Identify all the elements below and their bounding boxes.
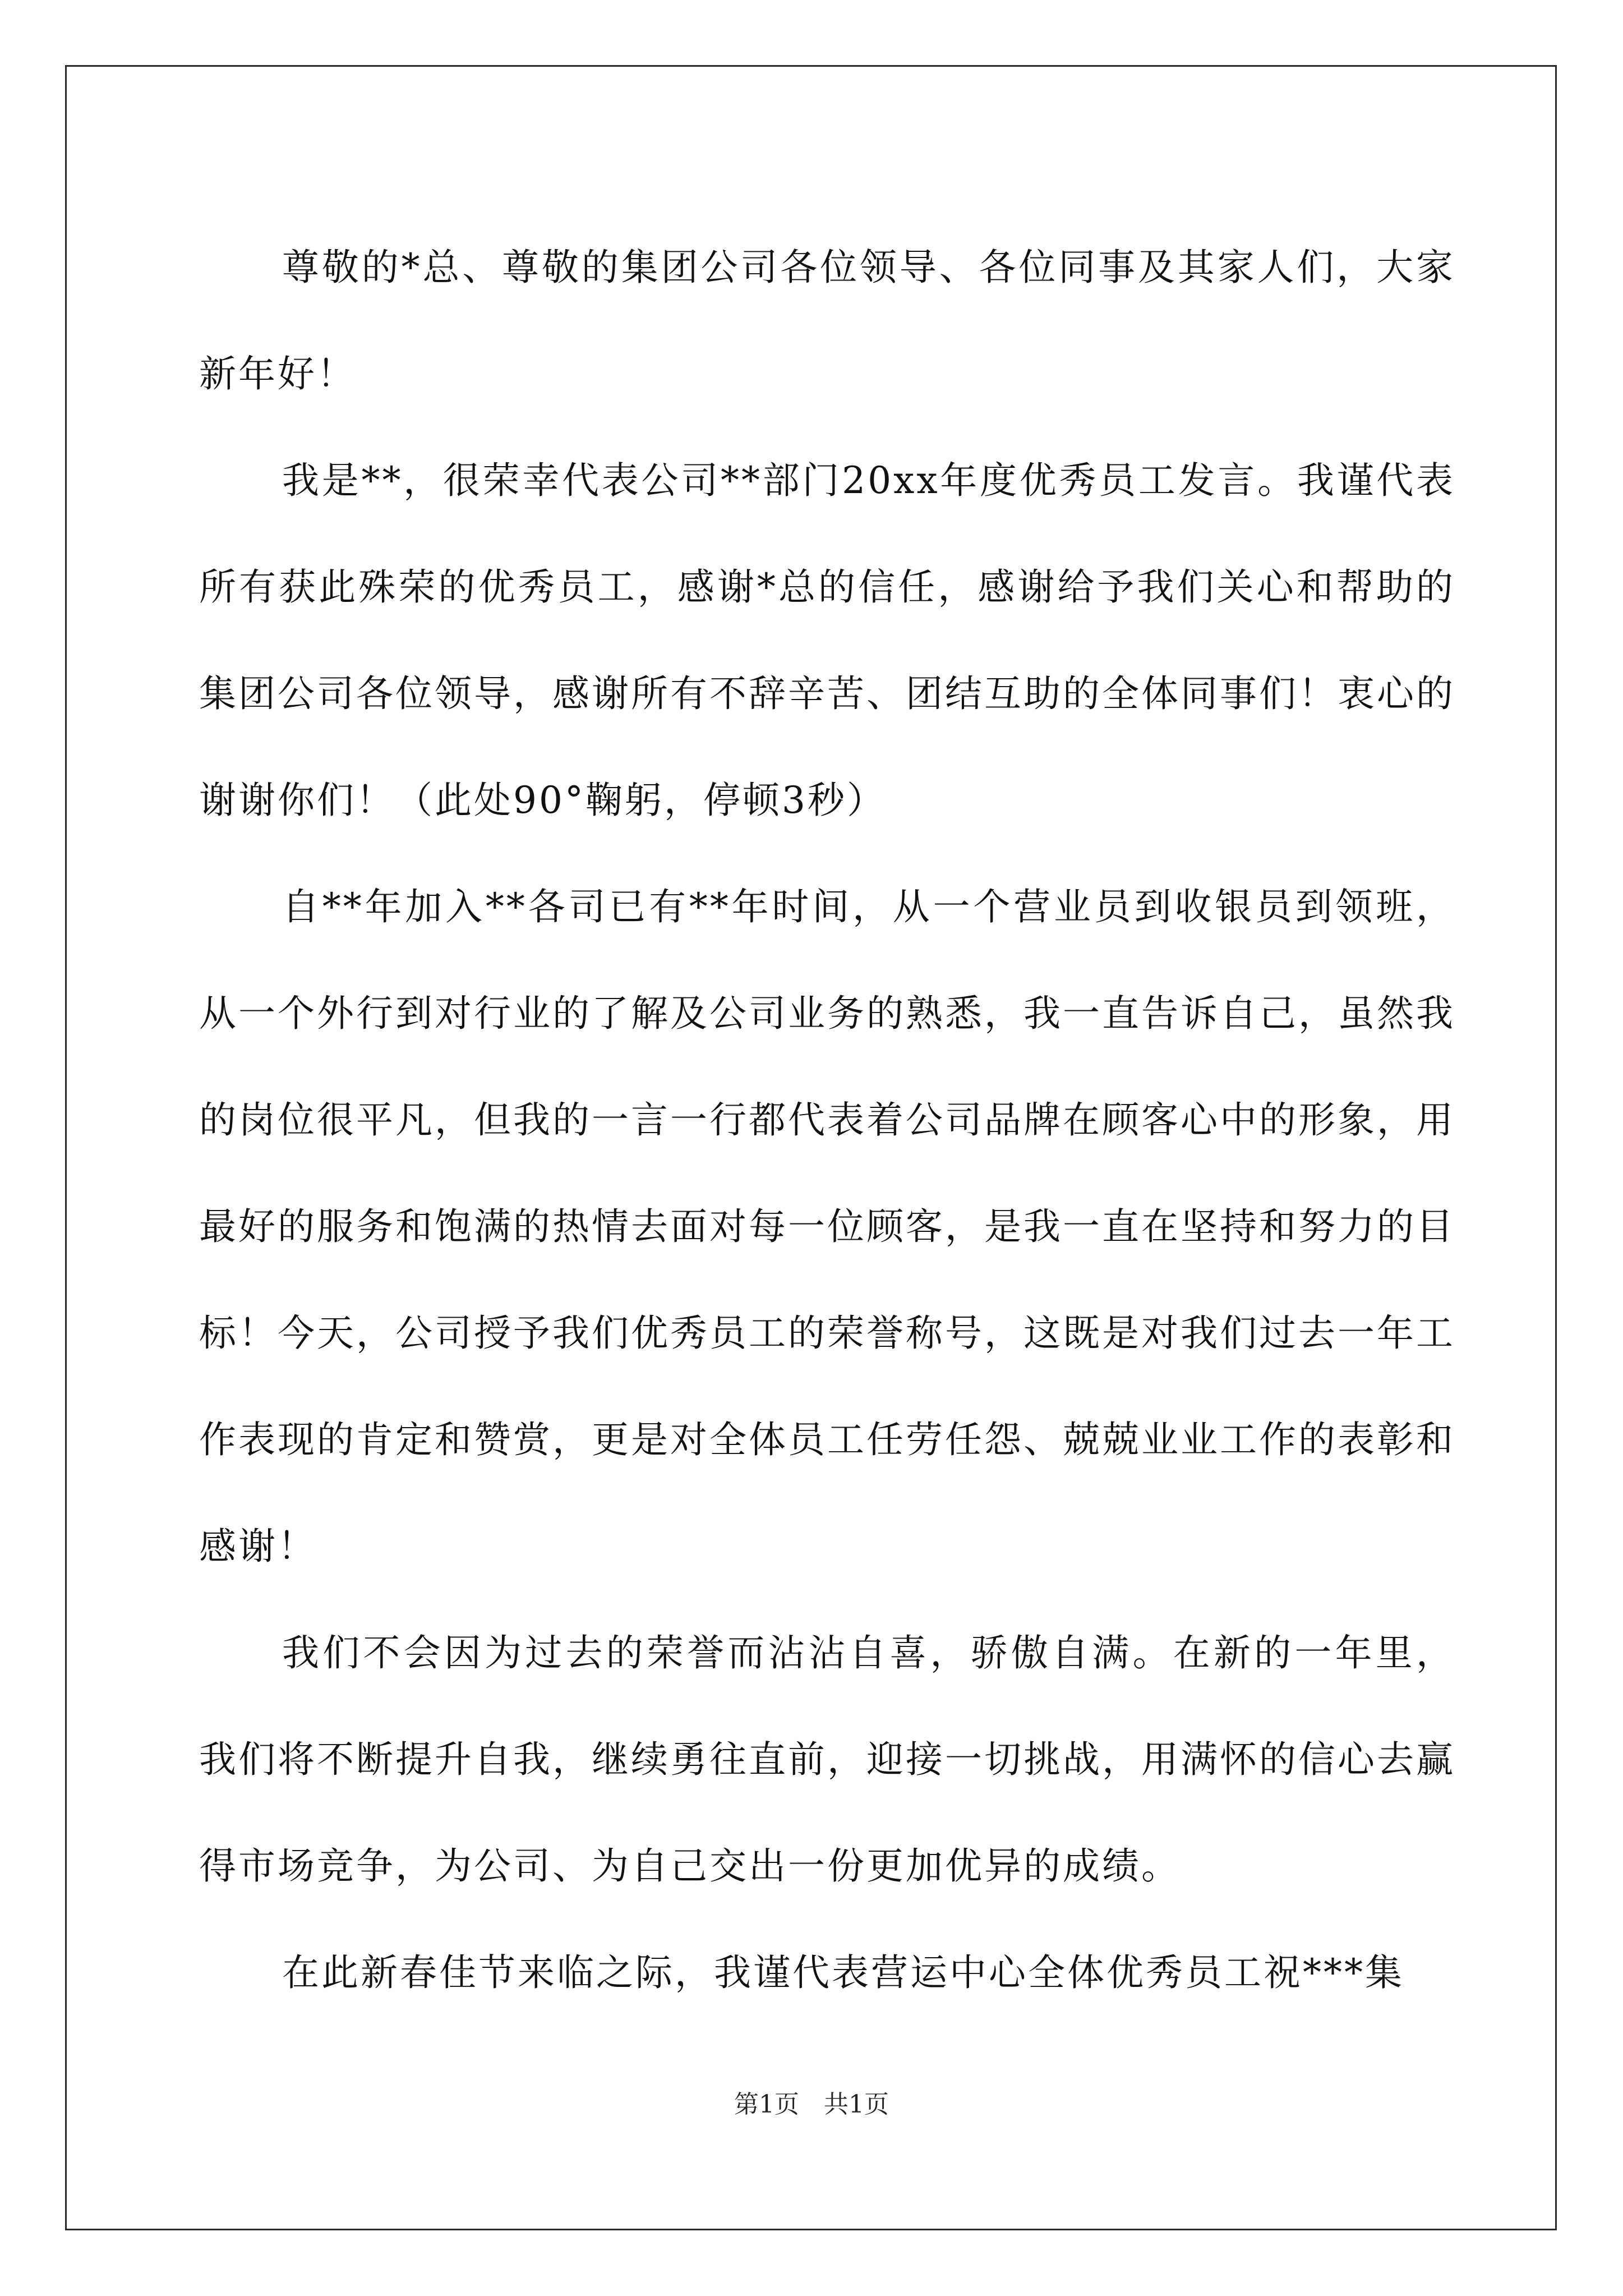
paragraph-introduction: 我是**，很荣幸代表公司**部门20xx年度优秀员工发言。我谨代表所有获此殊荣的优秀员工，感谢*总的信任，感谢给予我们关心和帮助的集团公司各位领导，感谢所有不辞辛苦、团结互助的全体同事们！衷心的谢谢你们！（此处90°鞠躬，停顿3秒）: [199, 459, 1455, 822]
paragraph-greeting: 尊敬的*总、尊敬的集团公司各位领导、各位同事及其家人们，大家新年好！: [199, 246, 1455, 395]
paragraph-commitment: 我们不会因为过去的荣誉而沾沾自喜，骄傲自满。在新的一年里，我们将不断提升自我，继续勇往直前，迎接一切挑战，用满怀的信心去赢得市场竞争，为公司、为自己交出一份更加优异的成绩。: [199, 1631, 1455, 1888]
page-number-footer: 第1页 共1页: [734, 2090, 889, 2119]
document-body: [199, 214, 1455, 2026]
paragraph-blessing: 在此新春佳节来临之际，我谨代表营运中心全体优秀员工祝***集: [282, 1951, 1404, 1994]
paragraph-experience: 自**年加入**各司已有**年时间，从一个营业员到收银员到领班，从一个外行到对行业的了解及公司业务的熟悉，我一直告诉自己，虽然我的岗位很平凡，但我的一言一行都代表着公司品牌在顾客心中的形象，用最好的服务和饱满的热情去面对每一位顾客，是我一直在坚持和努力的目标！今天，公司授予我们优秀员工的荣誉称号，这既是对我们过去一年工作表现的肯定和赞赏，更是对全体员工任劳任怨、兢兢业业工作的表彰和感谢！: [199, 885, 1455, 1568]
